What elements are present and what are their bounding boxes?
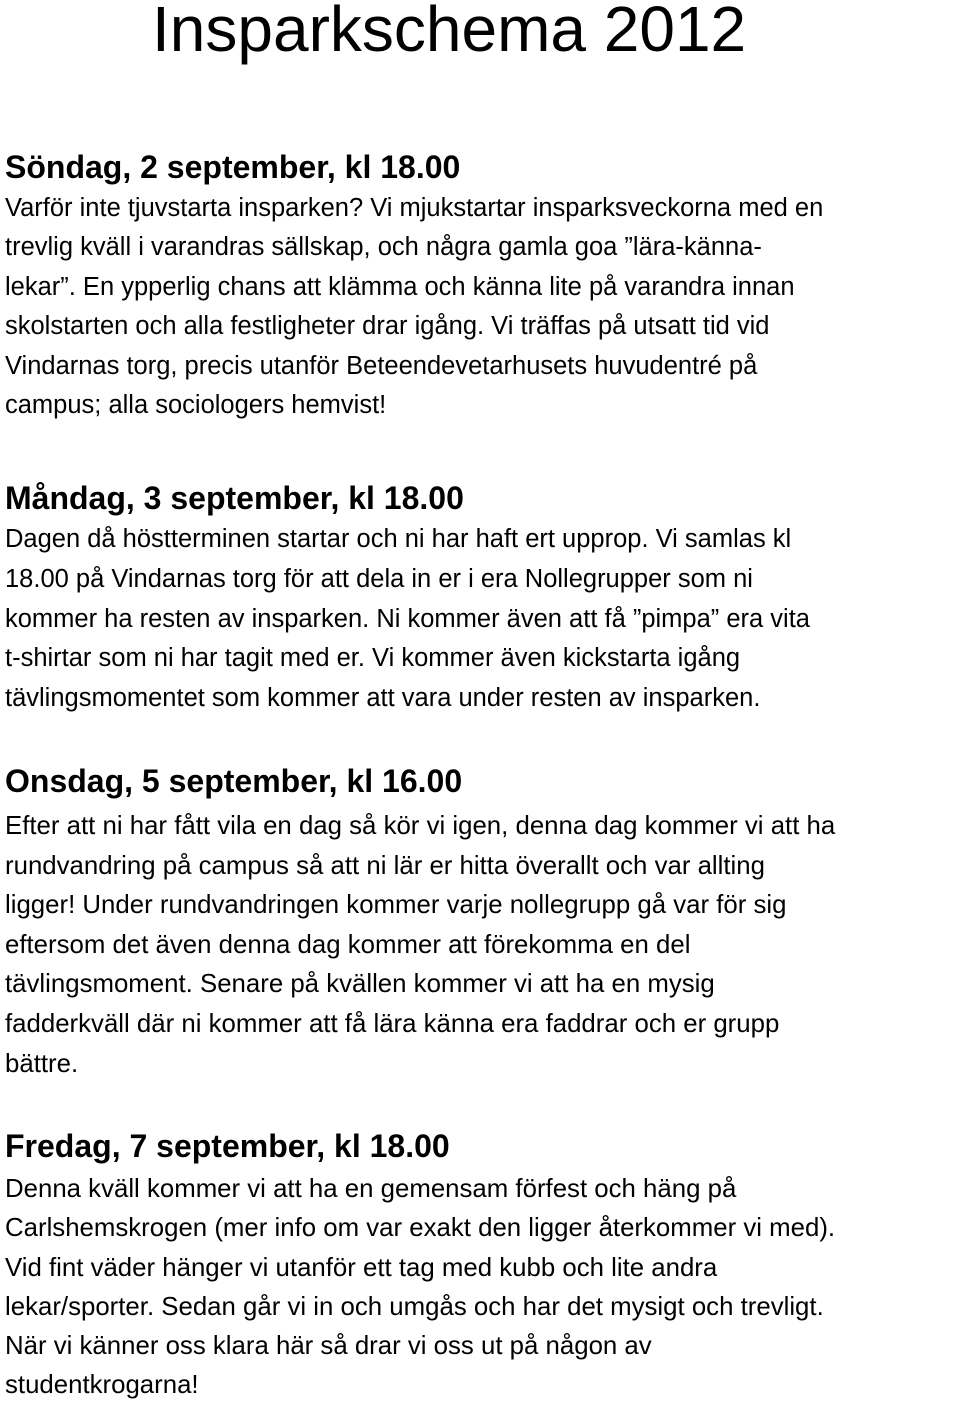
section-heading: Måndag, 3 september, kl 18.00 <box>5 480 464 516</box>
body-line: bättre. <box>5 1049 79 1078</box>
schedule-section-monday <box>5 478 957 719</box>
body-line: t-shirtar som ni har tagit med er. Vi kommer även kickstarta igång <box>5 644 741 673</box>
schedule-section-sunday <box>5 147 957 425</box>
body-line: eftersom det även denna dag kommer att förekomma en del <box>5 930 691 959</box>
body-line: rundvandring på campus så att ni lär er hitta överallt och var allting <box>5 851 765 880</box>
body-line: Carlshemskrogen (mer info om var exakt den ligger återkommer vi med). <box>5 1214 836 1243</box>
body-line: Vindarnas torg, precis utanför Beteendevetarhusets huvudentré på <box>5 351 758 380</box>
body-line: tävlingsmoment. Senare på kvällen kommer vi att ha en mysig <box>5 970 715 999</box>
body-line: fadderkväll där ni kommer att få lära känna era faddrar och er grupp <box>5 1009 780 1038</box>
schedule-section-friday <box>5 1126 957 1406</box>
body-line: Vid fint väder hänger vi utanför ett tag med kubb och lite andra <box>5 1253 718 1282</box>
body-line: lekar”. En ypperlig chans att klämma och känna lite på varandra innan <box>5 272 795 301</box>
body-line: kommer ha resten av insparken. Ni kommer även att få ”pimpa” era vita <box>5 604 810 633</box>
body-line: Varför inte tjuvstarta insparken? Vi mjukstartar insparksveckorna med en <box>5 194 824 222</box>
body-line: ligger! Under rundvandringen kommer varje nollegrupp gå var för sig <box>5 891 787 920</box>
body-line: lekar/sporter. Sedan går vi in och umgås och har det mysigt och trevligt. <box>5 1292 824 1321</box>
section-body <box>5 1170 957 1406</box>
section-body <box>5 807 957 1084</box>
section-heading: Fredag, 7 september, kl 18.00 <box>5 1128 450 1164</box>
body-line: Efter att ni har fått vila en dag så kör vi igen, denna dag kommer vi att ha <box>5 812 836 840</box>
body-line: studentkrogarna! <box>5 1371 199 1400</box>
schedule-section-wednesday <box>5 761 957 1084</box>
body-line: Denna kväll kommer vi att ha en gemensam förfest och häng på <box>5 1175 737 1203</box>
body-line: tävlingsmomentet som kommer att vara under resten av insparken. <box>5 684 761 713</box>
section-heading: Söndag, 2 september, kl 18.00 <box>5 149 461 185</box>
body-line: 18.00 på Vindarnas torg för att dela in er i era Nollegrupper som ni <box>5 564 753 593</box>
document-title: Insparkschema 2012 <box>152 0 747 65</box>
body-line: När vi känner oss klara här så drar vi oss ut på någon av <box>5 1332 652 1361</box>
body-line: trevlig kväll i varandras sällskap, och några gamla goa ”lära-känna- <box>5 233 762 262</box>
section-body <box>5 189 957 425</box>
body-line: Dagen då höstterminen startar och ni har haft ert upprop. Vi samlas kl <box>5 525 792 553</box>
body-line: skolstarten och alla festligheter drar igång. Vi träffas på utsatt tid vid <box>5 312 770 341</box>
section-body <box>5 520 957 719</box>
body-line: campus; alla sociologers hemvist! <box>5 391 387 420</box>
section-heading: Onsdag, 5 september, kl 16.00 <box>5 763 463 799</box>
